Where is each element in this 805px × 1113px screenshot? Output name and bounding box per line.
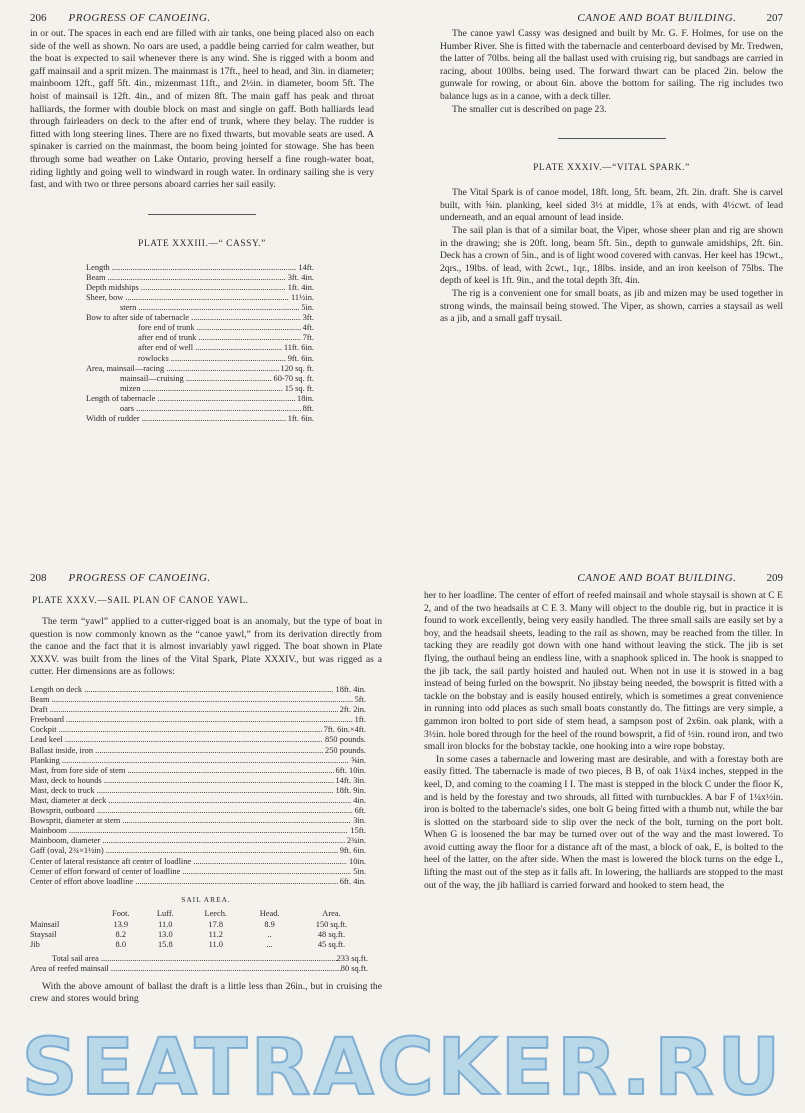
spec-row: Width of rudder ..... 1ft. 6in. bbox=[86, 414, 314, 424]
page-header bbox=[424, 572, 783, 584]
page-number: 207 bbox=[766, 12, 783, 24]
spec-row: Depth midships ..... 1ft. 4in. bbox=[86, 283, 314, 293]
spec-row: Bow to after side of tabernacle ..... 3ft. bbox=[86, 313, 314, 323]
running-title: PROGRESS OF CANOEING. bbox=[68, 572, 211, 584]
page-header bbox=[440, 12, 783, 24]
running-title: CANOE AND BOAT BUILDING. bbox=[577, 12, 737, 24]
spec-row: Mast, from fore side of stem ..... 6ft. 10in. bbox=[30, 766, 366, 776]
spec-row: oars ..... 8ft. bbox=[86, 404, 314, 414]
spec-row: Center of lateral resistance aft center of loadline ..... 10in. bbox=[30, 857, 366, 867]
running-title: CANOE AND BOAT BUILDING. bbox=[577, 572, 737, 584]
page-209 bbox=[402, 550, 805, 1110]
spec-row: Beam ..... 5ft. bbox=[30, 695, 366, 705]
spec-row: Draft ..... 2ft. 2in. bbox=[30, 705, 366, 715]
page-number: 206 bbox=[30, 12, 47, 24]
spec-row: Mainboom, diameter ..... 2¾in. bbox=[30, 836, 366, 846]
plate-heading: PLATE XXXV.—SAIL PLAN OF CANOE YAWL. bbox=[32, 596, 249, 606]
spec-row: stern ..... 5in. bbox=[86, 303, 314, 313]
table-header-row: Foot. Luff. Leech. Head. Area. bbox=[112, 908, 341, 918]
page-number: 209 bbox=[766, 572, 783, 584]
body-paragraph: With the above amount of ballast the draft is a little less than 26in., but in cruising the crew and stores would bring bbox=[30, 980, 382, 1005]
page-207 bbox=[402, 0, 805, 550]
sail-area-totals bbox=[30, 954, 368, 975]
spec-row: Mast, diameter at deck ..... 4in. bbox=[30, 796, 366, 806]
spec-row: rowlocks ..... 9ft. 6in. bbox=[86, 354, 314, 364]
spec-row: mainsail—cruising ..... 60-70 sq. ft. bbox=[86, 374, 314, 384]
spec-row: Mast, deck to truck ..... 18ft. 9in. bbox=[30, 786, 366, 796]
total-row: Total sail area ..... 233 sq.ft. bbox=[30, 954, 368, 965]
spec-row: Length on deck ..... 18ft. 4in. bbox=[30, 685, 366, 695]
spec-row: Length ..... 14ft. bbox=[86, 263, 314, 273]
spec-row: Area, mainsail—racing ..... 120 sq. ft. bbox=[86, 364, 314, 374]
plate-heading: PLATE XXXIII.—“ CASSY.” bbox=[138, 238, 266, 249]
spec-row: Bowsprit, diameter at stem ..... 3in. bbox=[30, 816, 366, 826]
section-divider bbox=[558, 138, 666, 139]
body-paragraph: The smaller cut is described on page 23. bbox=[452, 103, 607, 115]
body-paragraph: The term “yawl” applied to a cutter-rigged boat is an anomaly, but the type of boat in question is now commonly known as the “canoe yawl,” from its derivation directly from the canoe and the fact that it is almost invariably yawl rigged. The boat shown in Plate XXXV. was built from the lines of the Vital Spark, Plate XXXIV., but was rigged as a cutter. Her dimensions are as follows: bbox=[30, 616, 382, 678]
running-title: PROGRESS OF CANOEING. bbox=[68, 12, 211, 24]
page-header bbox=[30, 572, 382, 584]
spec-row: Center of effort forward of center of loadline ..... 5in. bbox=[30, 867, 366, 877]
page-number: 208 bbox=[30, 572, 47, 584]
table-row: Jib 8.0 15.8 11.0 ... 45 sq.ft. bbox=[30, 939, 346, 949]
table-row: Mainsail 13.9 11.0 17.8 8.9 150 sq.ft. bbox=[30, 919, 348, 929]
spec-row: Center of effort above loadline ..... 6ft. 4in. bbox=[30, 877, 366, 887]
spec-row: after end of trunk ..... 7ft. bbox=[86, 333, 314, 343]
spec-row: Gaff (oval, 2¾×1½in) ..... 9ft. 6in. bbox=[30, 846, 366, 856]
spec-row: mizen ..... 15 sq. ft. bbox=[86, 384, 314, 394]
plate-heading: PLATE XXXIV.—“VITAL SPARK.” bbox=[533, 163, 690, 174]
page-header bbox=[30, 12, 374, 24]
spec-row: Mainboom ..... 15ft. bbox=[30, 826, 366, 836]
spec-row: Cockpit ..... 7ft. 6in.×4ft. bbox=[30, 725, 366, 735]
table-row: Staysail 8.2 13.0 11.2 .. 48 sq.ft. bbox=[30, 929, 346, 939]
spec-row: Length of tabernacle ..... 18in. bbox=[86, 394, 314, 404]
dimensions-list bbox=[30, 685, 366, 887]
body-paragraph: The sail plan is that of a similar boat, the Viper, whose sheer plan and rig are shown in the drawing; she is 20ft. long, beam 5ft. 5in., depth to gunwale amidships, 2ft. 6in. Deck has a crown of 5in., and is of light wood covered with canvas. Her keel has 19cwt., 2qrs., 19lbs. of lead, with 2cwt., 1qr., 18lbs. inside, and an iron keelson of 75lbs. The depth of keel is 1ft. 9in., and the total depth 3ft. 4in. bbox=[440, 224, 783, 287]
page-206 bbox=[0, 0, 402, 550]
body-paragraph: The Vital Spark is of canoe model, 18ft. long, 5ft. beam, 2ft. 2in. draft. She is carvel built, with ⅝in. planking, keel sided 3½ at middle, 1⅞ at ends, with 4½cwt. of lead underneath, and an equal amount of lead inside. bbox=[440, 187, 783, 224]
section-divider bbox=[148, 214, 256, 215]
spec-row: Mast, deck to hounds ..... 14ft. 3in. bbox=[30, 776, 366, 786]
sail-area-table bbox=[30, 908, 368, 950]
spec-row: fore end of trunk ..... 4ft. bbox=[86, 323, 314, 333]
spec-row: Freeboard ..... 1ft. bbox=[30, 715, 366, 725]
spec-row: after end of well ..... 11ft. 6in. bbox=[86, 343, 314, 353]
spec-row: Bowsprit, outboard ..... 6ft. bbox=[30, 806, 366, 816]
dimensions-list bbox=[86, 263, 314, 425]
spec-row: Lead keel ..... 850 pounds. bbox=[30, 735, 366, 745]
body-paragraph: her to her loadline. The center of effort of reefed mainsail and whole staysail is shown at C E 2, and of the two headsails at C E 3. Many will object to the double rig, but in practice it is found to work excellently, being very easily handled. The three small sails are easily set by a boy, and the headsail sheets, leading to the rail as shown, may be reached from the tiller. In tacking they are readily got down with one hand without leaving the stick. The jib is set flying, the outhaul being an endless line, with a snaphook spliced in. The hook is snapped to the jib tack, the sail partly hoisted and hauled out. When not in use it is stowed in a bag instead of being furled on the bowsprit. No jibstay being needed, the bowsprit is fitted with a tackle on the bobstay and is easily housed entirely, which is sometimes a great convenience in running into odd places as such small boats constantly do. The fittings are very simple, a gammon iron bolted to port side of stem head, a sampson post of 2x6in. oak plank, with a 3½in. hole bored through for the heel of the round bowsprit, a fid of ½in. round iron, and two small iron blocks for the bobstay tackle, one hooking into a wire rope bobstay. bbox=[424, 590, 783, 753]
body-paragraph: The canoe yawl Cassy was designed and built by Mr. G. F. Holmes, for use on the Humber River. She is fitted with the tabernacle and centerboard devised by Mr. Tredwen, the latter of 70lbs. being all the ballast used with cruising rig, but sandbags are carried in racing, about 100lbs. being used. The forward thwart can be placed 2in. below the gunwale for rowing, or about 6in. above the bottom for sailing. The rig includes two balance lugs as in a canoe, with a deck tiller. bbox=[440, 28, 783, 102]
sail-area-title: SAIL AREA. bbox=[181, 894, 231, 904]
watermark-logo: SEATRACKER.RU bbox=[21, 1023, 784, 1113]
total-row: Area of reefed mainsail ..... 80 sq.ft. bbox=[30, 964, 368, 975]
spec-row: Beam ..... 3ft. 4in. bbox=[86, 273, 314, 283]
spec-row: Ballast inside, iron ..... 250 pounds. bbox=[30, 746, 366, 756]
page-208 bbox=[0, 550, 402, 1110]
body-paragraph: The rig is a convenient one for small boats, as jib and mizen may be used together in strong winds, the mainsail being stowed. The Viper, as shown, carries a staysail as well as a jib, and a small gaff trysail. bbox=[440, 287, 783, 325]
body-paragraph: In some cases a tabernacle and lowering mast are desirable, and with a forestay both are easily fitted. The tabernacle is made of two pieces, B B, of oak 1¼x4 inches, stepped in the keel, D, and coming to the coaming I I. The mast is stepped in the block C under the floor K, and is held by the forestay and two shrouds, all fitted with turnbuckles. A bar F of 1¼x½in. iron is bolted to the tabernacle's sides, one bolt G being fitted with a thumb nut, while the bar is slotted on the starboard side to slip over the neck of the bolt, turning on the port bolt. When G is loosened the bar may be turned over out of the way and the mast lowered. To avoid cutting away the floor for a distance aft of the mast, a block of oak, E, is bolted to the heel of the latter, on the after side. When the mast is lowered the block turns on the edge L, lifting the mast out of the step as it falls aft. In lowering, the halliards are stopped to the mast out of the way, the jib halliard is carried forward and hooked to stem head, the bbox=[424, 753, 783, 891]
body-paragraph: in or out. The spaces in each end are filled with air tanks, one being placed also on each side of the well as shown. No oars are used, a paddle being carried for calm weather, but the boat is expected to sail whenever there is any wind. She is rigged with a boom and gaff mainsail and a sprit mizen. The mainmast is 17ft., heel to head, and 3in. in diameter; mainboom 12ft., gaff 5ft. 4in., mizenmast 11ft., and 2½in. in diameter, boom 5ft. The hoist of mainsail is 12ft. 4in., and of mizen 8ft. The main gaff has peak and throat halliards, the former with double block on mast and single on gaff. Both halliards lead through fairleaders on deck to the after end of trunk, where they belay. The rudder is fitted with long steering lines. There are no fixed thwarts, but movable seats are used. A spinaker is carried on the mainmast, the boom being jointed for stowage. She has been through some bad weather on Lake Ontario, proving herself a fine rough-water boat, riding lightly and going well to windward in rough water. In ordinary sailing she is very fast, and with two or three persons aboard carries her sail easily. bbox=[30, 28, 374, 191]
spec-row: Sheer, bow ..... 11½in. bbox=[86, 293, 314, 303]
spec-row: Planking ..... ⅝in. bbox=[30, 756, 366, 766]
